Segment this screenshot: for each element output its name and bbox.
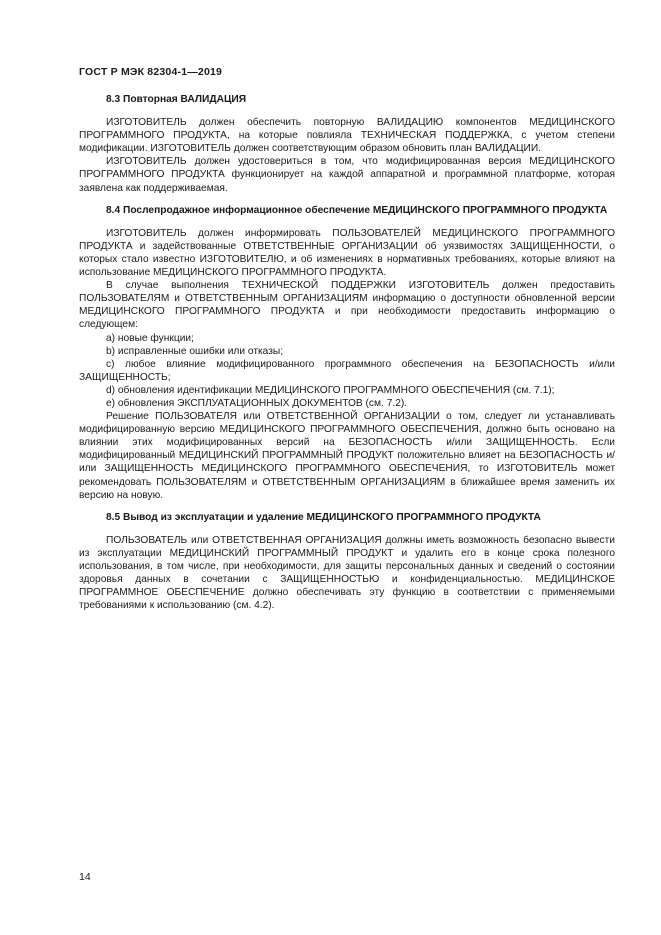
document-id: ГОСТ Р МЭК 82304-1—2019 — [79, 66, 223, 78]
paragraph: В случае выполнения ТЕХНИЧЕСКОЙ ПОДДЕРЖКИ ИЗГОТОВИТЕЛЬ должен предоставить ПОЛЬЗОВАТЕЛЯМ и ОТВЕТСТВЕННЫМ ОРГАНИЗАЦИЯМ информацию о доступности обновленной версии МЕДИЦИНСКОГО ПРОГРАММНОГО ПРОДУКТА и при необходимости предоставить информацию о следующем: — [79, 280, 615, 331]
paragraph: ИЗГОТОВИТЕЛЬ должен обеспечить повторную ВАЛИДАЦИЮ компонентов МЕДИЦИНСКОГО ПРОГРАММНОГО ПРОДУКТА, на которые повлияла ТЕХНИЧЕСКАЯ ПОДДЕРЖКА, с учетом степени модификации. ИЗГОТОВИТЕЛЬ должен соответствующим образом обновить план ВАЛИДАЦИИ. — [79, 117, 615, 155]
list-item: e) обновления ЭКСПЛУАТАЦИОННЫХ ДОКУМЕНТОВ (см. 7.2). — [106, 397, 408, 409]
list-item: d) обновления идентификации МЕДИЦИНСКОГО ПРОГРАММНОГО ОБЕСПЕЧЕНИЯ (см. 7.1); — [106, 384, 555, 396]
paragraph: ИЗГОТОВИТЕЛЬ должен удостовериться в том, что модифицированная версия МЕДИЦИНСКОГО ПРОГРАММНОГО ПРОДУКТА функционирует на каждой аппаратной и программной платформе, которая заявлена как поддерживаемая. — [79, 156, 615, 194]
page-number: 14 — [79, 871, 91, 883]
section-heading-8-5: 8.5 Вывод из эксплуатации и удаление МЕДИЦИНСКОГО ПРОГРАММНОГО ПРОДУКТА — [106, 511, 541, 523]
page-content — [79, 93, 615, 612]
list-item: c) любое влияние модифицированного программного обеспечения на БЕЗОПАСНОСТЬ и/или ЗАЩИЩЕННОСТЬ; — [79, 358, 615, 383]
section-heading-8-3: 8.3 Повторная ВАЛИДАЦИЯ — [106, 94, 247, 105]
list-item: b) исправленные ошибки или отказы; — [106, 345, 284, 357]
section-heading-8-4: 8.4 Послепродажное информационное обеспечение МЕДИЦИНСКОГО ПРОГРАММНОГО ПРОДУКТА — [106, 204, 608, 216]
paragraph: ИЗГОТОВИТЕЛЬ должен информировать ПОЛЬЗОВАТЕЛЕЙ МЕДИЦИНСКОГО ПРОГРАММНОГО ПРОДУКТА и задействованные ОТВЕТСТВЕННЫЕ ОРГАНИЗАЦИИ об уязвимостях ЗАЩИЩЕННОСТИ, о которых стало известно ИЗГОТОВИТЕЛЮ, и об изменениях в нормативных требованиях, которые влияют на использование МЕДИЦИНСКОГО ПРОГРАММНОГО ПРОДУКТА. — [79, 227, 615, 279]
paragraph: ПОЛЬЗОВАТЕЛЬ или ОТВЕТСТВЕННАЯ ОРГАНИЗАЦИЯ должны иметь возможность безопасно вывести из эксплуатации МЕДИЦИНСКИЙ ПРОГРАММНЫЙ ПРОДУКТ и удалить его в конце срока полезного использования, в том числе, при необходимости, для защиты персональных данных и сведений о состоянии здоровья данных в сочетании с ЗАЩИЩЕННОСТЬЮ и конфиденциальностью. МЕДИЦИНСКОЕ ПРОГРАММНОЕ ОБЕСПЕЧЕНИЕ должно обеспечивать эту функцию в соответствии с применяемыми требованиями к использованию (см. 4.2). — [79, 534, 615, 612]
list-item: a) новые функции; — [106, 332, 194, 344]
paragraph: Решение ПОЛЬЗОВАТЕЛЯ или ОТВЕТСТВЕННОЙ ОРГАНИЗАЦИИ о том, следует ли устанавливать модифицированную версию МЕДИЦИНСКОГО ПРОГРАММНОГО ОБЕСПЕЧЕНИЯ, должно быть основано на влиянии этих модифицированных версий на БЕЗОПАСНОСТЬ и/или ЗАЩИЩЕННОСТЬ. Если модифицированный МЕДИЦИНСКИЙ ПРОГРАММНЫЙ ПРОДУКТ положительно влияет на БЕЗОПАСНОСТЬ и/или ЗАЩИЩЕННОСТЬ МЕДИЦИНСКОГО ПРОГРАММНОГО ОБЕСПЕЧЕНИЯ, то ИЗГОТОВИТЕЛЬ может рекомендовать ПОЛЬЗОВАТЕЛЯМ и ОТВЕТСТВЕННЫМ ОРГАНИЗАЦИЯМ в ближайшее время заменить их версию на новую. — [79, 411, 615, 501]
